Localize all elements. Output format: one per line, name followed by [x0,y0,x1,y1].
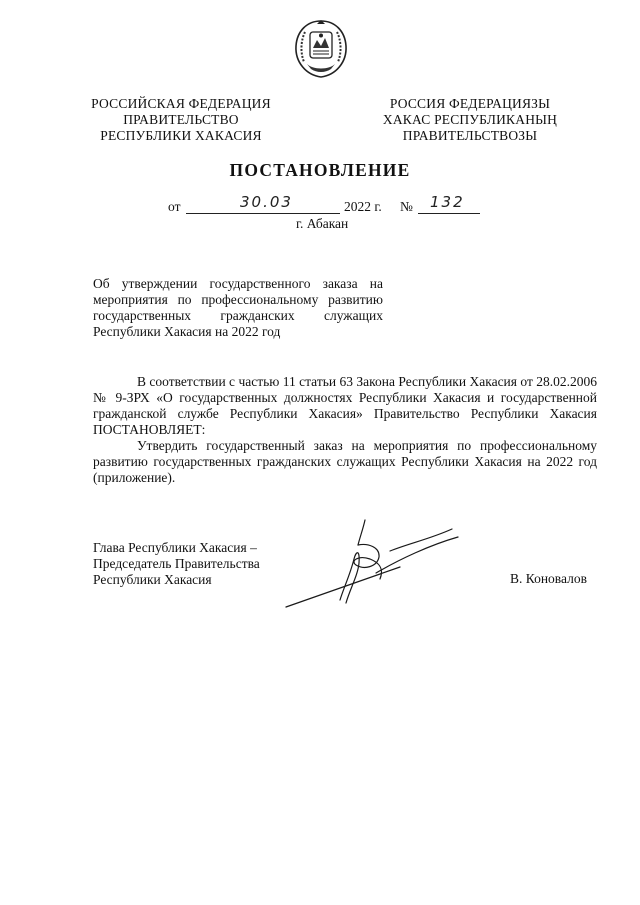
header-left-line-1: РОССИЙСКАЯ ФЕДЕРАЦИЯ [91,96,271,111]
signatory-title-line-1: Глава Республики Хакасия – [93,540,257,555]
body-paragraph-1: В соответствии с частью 11 статьи 63 Закона Республики Хакасия от 28.02.2006 № 9-ЗРХ «О государственных должностях Республики Хакасия и государственной гражданской службе Республики Хакасия» Правительство Республики Хакасия ПОСТАНОВЛЯЕТ: [93,374,597,437]
handwritten-signature-icon [280,515,470,615]
header-right-line-3: ПРАВИТЕЛЬСТВОЗЫ [402,128,538,143]
header-right-line-2: ХАКАС РЕСПУБЛИКАНЫҢ [382,112,558,127]
header-left-line-3: РЕСПУБЛИКИ ХАКАСИЯ [100,128,262,143]
header-right [370,96,570,144]
number-underline [418,213,480,214]
date-handwritten: 30.03 [240,193,293,211]
date-underline [186,213,340,214]
coat-of-arms-icon [291,18,351,80]
signatory-title-line-2: Председатель Правительства [93,556,260,571]
year-text: 2022 г. [344,199,382,214]
number-handwritten: 132 [430,193,465,211]
header-right-line-1: РОССИЯ ФЕДЕРАЦИЯЗЫ [389,96,551,111]
city-label: г. Абакан [296,216,349,231]
signatory-title-line-3: Республики Хакасия [93,572,212,587]
signatory-name: В. Коновалов [510,571,587,586]
document-subject: Об утверждении государственного заказа на мероприятия по профессиональному развитию государственных гражданских служащих Республики Хакасия на 2022 год [93,276,383,339]
body-paragraph-2: Утвердить государственный заказ на мероприятия по профессиональному развитию государственных гражданских служащих Республики Хакасия на 2022 год (приложение). [93,438,597,485]
signatory-title [93,540,293,588]
document-title: ПОСТАНОВЛЕНИЕ [229,160,411,180]
number-label: № [400,199,413,214]
header-left-line-2: ПРАВИТЕЛЬСТВО [123,112,239,127]
document-body [93,374,597,486]
date-from-label: от [168,199,181,214]
header-left [86,96,276,144]
